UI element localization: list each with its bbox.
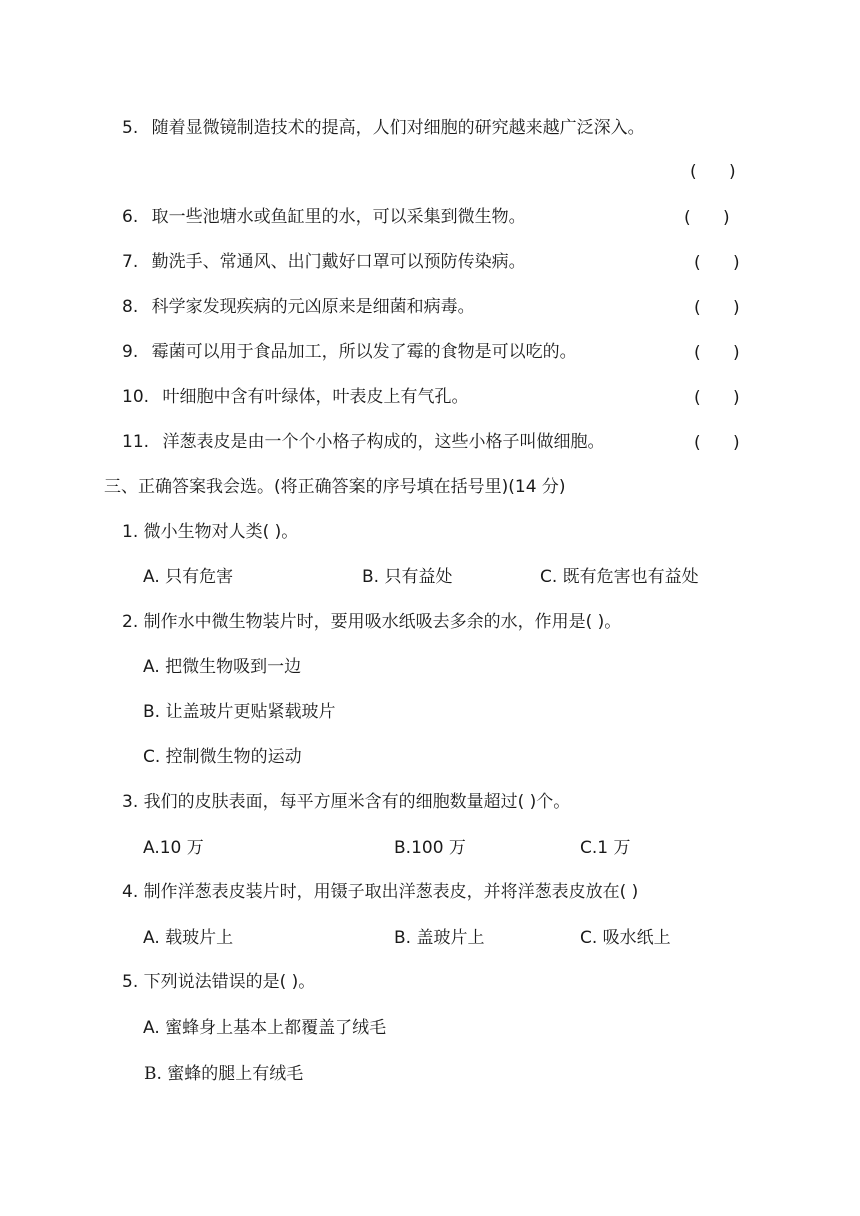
judgement-item-5 — [122, 116, 645, 140]
judgement-item-7 — [122, 250, 526, 274]
q2-option-b[interactable]: B. 让盖玻片更贴紧载玻片 — [143, 702, 336, 722]
answer-paren-9[interactable]: ( ) — [694, 343, 740, 363]
item-number: 8. — [122, 297, 139, 317]
item-text: 叶细胞中含有叶绿体，叶表皮上有气孔。 — [162, 387, 469, 407]
item-text: 霉菌可以用于食品加工，所以发了霉的食物是可以吃的。 — [151, 342, 577, 362]
q2-option-c[interactable]: C. 控制微生物的运动 — [143, 747, 302, 767]
item-number: 11. — [122, 432, 150, 452]
item-text: 科学家发现疾病的元凶原来是细菌和病毒。 — [151, 297, 475, 317]
q1-option-b[interactable]: B. 只有益处 — [362, 567, 453, 587]
choice-question-5: 5. 下列说法错误的是( )。 — [122, 972, 316, 992]
answer-paren-6[interactable]: ( ) — [684, 208, 730, 228]
item-number: 6. — [122, 207, 139, 227]
q3-option-b[interactable]: B.100 万 — [394, 838, 466, 858]
judgement-item-10 — [122, 385, 468, 409]
item-text: 取一些池塘水或鱼缸里的水，可以采集到微生物。 — [151, 207, 526, 227]
judgement-item-8 — [122, 295, 475, 319]
item-text: 洋葱表皮是由一个个小格子构成的，这些小格子叫做细胞。 — [162, 432, 605, 452]
q1-option-c[interactable]: C. 既有危害也有益处 — [540, 567, 699, 587]
choice-question-2: 2. 制作水中微生物装片时，要用吸水纸吸去多余的水，作用是( )。 — [122, 612, 622, 632]
answer-paren-10[interactable]: ( ) — [694, 388, 740, 408]
answer-paren-8[interactable]: ( ) — [694, 298, 740, 318]
answer-paren-7[interactable]: ( ) — [694, 253, 740, 273]
item-number: 7. — [122, 252, 139, 272]
choice-question-4: 4. 制作洋葱表皮装片时，用镊子取出洋葱表皮，并将洋葱表皮放在( ) — [122, 882, 639, 902]
judgement-item-11 — [122, 430, 604, 454]
answer-paren-11[interactable]: ( ) — [694, 433, 740, 453]
q4-option-b[interactable]: B. 盖玻片上 — [394, 928, 485, 948]
item-number: 9. — [122, 342, 139, 362]
item-number: 5. — [122, 118, 139, 138]
q4-option-c[interactable]: C. 吸水纸上 — [580, 928, 671, 948]
choice-question-1: 1. 微小生物对人类( )。 — [122, 522, 299, 542]
q5-option-b[interactable]: B. 蜜蜂的腿上有绒毛 — [144, 1064, 304, 1084]
q3-option-c[interactable]: C.1 万 — [580, 838, 631, 858]
section-3-heading: 三、正确答案我会选。(将正确答案的序号填在括号里)(14 分) — [104, 477, 566, 497]
item-number: 10. — [122, 387, 150, 407]
q3-option-a[interactable]: A.10 万 — [143, 838, 204, 858]
answer-paren-5[interactable]: ( ) — [690, 162, 736, 182]
q2-option-a[interactable]: A. 把微生物吸到一边 — [143, 657, 302, 677]
item-text: 勤洗手、常通风、出门戴好口罩可以预防传染病。 — [151, 252, 526, 272]
judgement-item-9 — [122, 340, 577, 364]
judgement-item-6 — [122, 205, 526, 229]
choice-question-3: 3. 我们的皮肤表面，每平方厘米含有的细胞数量超过( )个。 — [122, 792, 571, 812]
q5-option-a[interactable]: A. 蜜蜂身上基本上都覆盖了绒毛 — [143, 1018, 387, 1038]
q1-option-a[interactable]: A. 只有危害 — [143, 567, 234, 587]
item-text: 随着显微镜制造技术的提高，人们对细胞的研究越来越广泛深入。 — [151, 118, 645, 138]
q4-option-a[interactable]: A. 载玻片上 — [143, 928, 234, 948]
